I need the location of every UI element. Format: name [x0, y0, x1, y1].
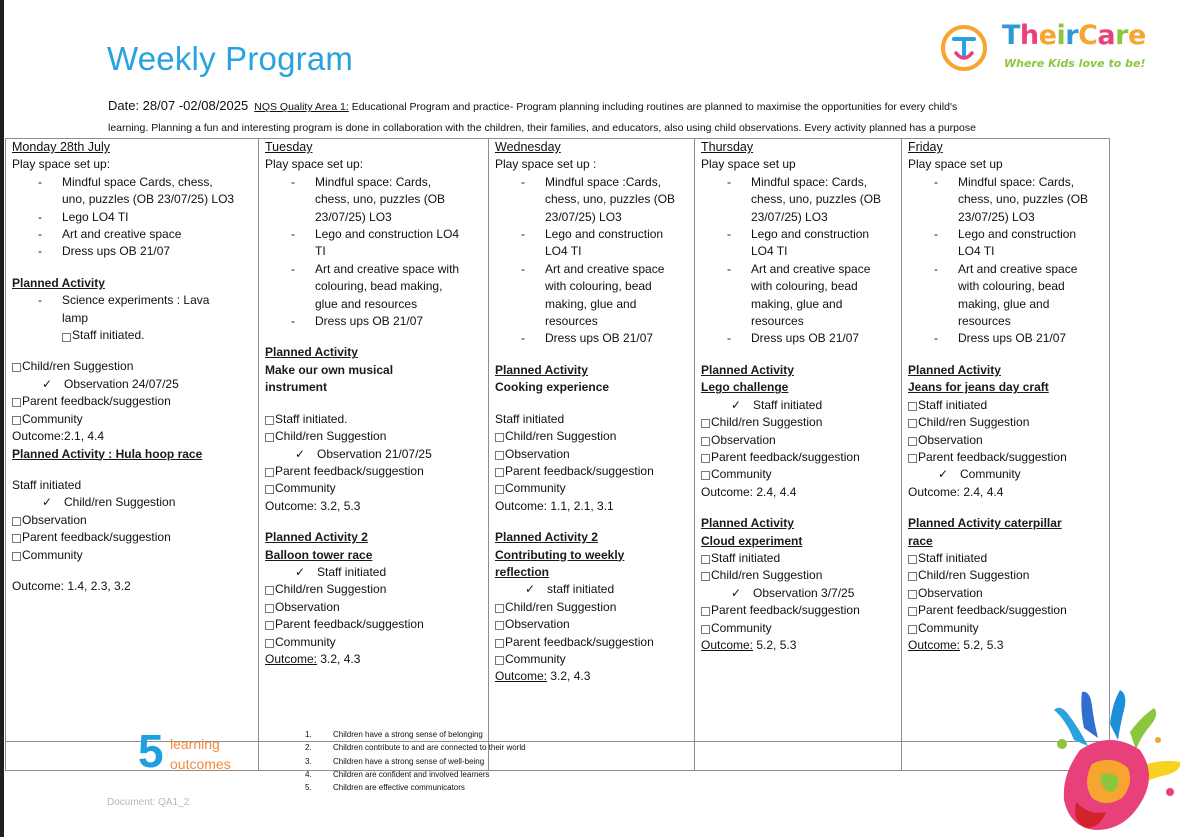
staff-initiated-text: Staff initiated — [12, 477, 82, 492]
planned-activity-heading: Planned Activity 2 — [495, 530, 598, 545]
checkbox-row: Parent feedback/suggestion — [701, 449, 897, 466]
outcome-text: Outcome: 1.1, 2.1, 3.1 — [495, 498, 614, 513]
checkbox-row: Child/ren Suggestion — [495, 599, 690, 616]
setup-list — [265, 174, 484, 331]
day-heading: Monday 28th July — [12, 140, 110, 154]
outcome-text: Outcome: 1.4, 2.3, 3.2 — [12, 578, 131, 593]
activity-title: Balloon tower race — [265, 547, 373, 562]
list-item: - Dress ups OB 21/07 — [12, 243, 254, 260]
checkbox-row — [12, 327, 254, 344]
checkbox-row: Community — [701, 620, 897, 637]
checkmark-icon: ✓ — [525, 582, 536, 597]
nqs-label: NQS Quality Area 1: — [254, 101, 349, 113]
checkbox-row: Community — [495, 480, 690, 497]
checkmark-icon: ✓ — [295, 564, 306, 579]
list-item: 3. Children have a strong sense of well-being — [305, 756, 485, 766]
list-item: 1. Children have a strong sense of belonging — [305, 730, 483, 739]
checked-row: ✓ Observation 21/07/25 — [265, 446, 484, 463]
planned-activity-heading: Planned Activity — [908, 362, 1001, 377]
painted-handprint-icon — [1040, 680, 1200, 837]
setup-list — [495, 174, 690, 348]
list-item: - Mindful space: Cards, chess, uno, puzzles (OB 23/07/25) LO3 — [908, 174, 1105, 226]
list-item: - Mindful space :Cards, chess, uno, puzzles (OB 23/07/25) LO3 — [495, 174, 690, 226]
activity-title: Contributing to weekly reflection — [495, 547, 625, 579]
checkbox-row: Parent feedback/suggestion — [12, 529, 254, 546]
planned-activity-heading: Planned Activity 2 — [265, 530, 368, 545]
list-item: - Dress ups OB 21/07 — [701, 330, 897, 347]
outcome-text: Outcome: 2.4, 4.4 — [908, 484, 1004, 499]
setup-list — [12, 174, 254, 261]
activity-title: Make our own musical instrument — [265, 362, 394, 395]
checkbox-row: Community — [908, 620, 1105, 637]
checked-row: ✓ Staff initiated — [265, 564, 484, 581]
five-numeral: 5 — [138, 725, 164, 777]
checked-row: ✓ Child/ren Suggestion — [12, 494, 254, 511]
checkbox-row: Community — [12, 547, 254, 564]
day-heading: Wednesday — [495, 140, 561, 154]
activity-title: Lego challenge — [701, 380, 789, 395]
list-item: - Art and creative space — [12, 226, 254, 243]
list-item: - Dress ups OB 21/07 — [908, 330, 1105, 347]
logo-letter: r — [1065, 20, 1079, 51]
checkbox-row: Child/ren Suggestion — [908, 414, 1105, 431]
theircare-logo-icon — [938, 22, 994, 78]
checkbox-row: Staff initiated — [908, 550, 1105, 567]
checkbox-row: Staff initiated — [908, 397, 1105, 414]
checkbox-row: Parent feedback/suggestion — [495, 463, 690, 480]
checkbox-row: Staff initiated. — [265, 411, 484, 428]
day-heading: Thursday — [701, 140, 754, 154]
outcome-text: Outcome: 5.2, 5.3 — [701, 637, 797, 652]
outcome-text: Outcome: 3.2, 4.3 — [495, 669, 591, 684]
outcome-text: Outcome: 3.2, 5.3 — [265, 498, 361, 513]
list-item: - Art and creative space with colouring, bead making, glue and resources — [265, 261, 484, 313]
logo-letter: h — [1019, 20, 1039, 51]
checkbox-row: Child/ren Suggestion — [701, 414, 897, 431]
list-item: 4. Children are confident and involved learners — [305, 769, 490, 779]
checkmark-icon: ✓ — [731, 585, 742, 600]
checkbox-row: Child/ren Suggestion — [12, 358, 254, 375]
checkbox-row: Observation — [908, 585, 1105, 602]
planned-activity-heading: Planned Activity — [265, 345, 358, 360]
setup-label: Play space set up — [908, 157, 1003, 172]
planned-activity-heading: Planned Activity caterpillar — [908, 516, 1062, 531]
list-item: - Mindful space Cards, chess, uno, puzzles (OB 23/07/25) LO3 — [12, 174, 254, 209]
checked-row: ✓ Staff initiated — [701, 397, 897, 414]
checkbox-row: Parent feedback/suggestion — [495, 634, 690, 651]
checkbox-row: Community — [12, 411, 254, 428]
day-column-wednesday — [489, 139, 695, 742]
list-item: - Art and creative space with colouring, bead making, glue and resources — [701, 261, 897, 331]
planned-activity-heading: Planned Activity — [12, 275, 105, 290]
list-item: 5. Children are effective communicators — [305, 783, 465, 793]
learning-label: learning — [170, 736, 220, 752]
checkbox-row: Parent feedback/suggestion — [908, 449, 1105, 466]
checkbox-row: Community — [265, 480, 484, 497]
list-item: - Lego and construction LO4 TI — [265, 226, 484, 261]
list-item: - Art and creative space with colouring, bead making, glue and resources — [495, 261, 690, 331]
logo-wordmark — [1002, 20, 1146, 51]
list-item: - Lego and construction LO4 TI — [701, 226, 897, 261]
checkbox-row: Parent feedback/suggestion — [701, 602, 897, 619]
day-heading: Tuesday — [265, 140, 313, 154]
checkbox-row: Observation — [908, 432, 1105, 449]
day-column-monday — [6, 139, 259, 742]
planned-activity-heading: Planned Activity — [701, 362, 794, 377]
day-column-tuesday — [259, 139, 489, 742]
checkbox-row: Child/ren Suggestion — [495, 428, 690, 445]
logo-letter: e — [1038, 20, 1057, 51]
checkbox-row: Observation — [265, 599, 484, 616]
header-line-2: learning. Planning a fun and interesting program is done in collaboration with the children, their families, and educators, also using child observations. Every activity planned has a purpose — [108, 122, 976, 134]
nqs-text-1: Educational Program and practice- Program planning including routines are planned to maximise the opportunities for every child's — [348, 101, 958, 113]
list-item: - Art and creative space with colouring, bead making, glue and resources — [908, 261, 1105, 331]
logo-tagline: Where Kids love to be! — [1004, 57, 1146, 70]
setup-list — [701, 174, 897, 348]
planned-activity-heading: Planned Activity — [495, 362, 588, 377]
date-range: Date: 28/07 -02/08/2025 — [108, 98, 249, 113]
outcome-text: Outcome: 3.2, 4.3 — [265, 651, 361, 666]
list-item: - Science experiments : Lava lamp — [12, 292, 254, 327]
logo-letter: a — [1097, 20, 1116, 51]
checkbox-row: Child/ren Suggestion — [908, 567, 1105, 584]
logo-letter: r — [1115, 20, 1128, 51]
checkbox-row: Child/ren Suggestion — [265, 581, 484, 598]
checkbox-row: Parent feedback/suggestion — [265, 463, 484, 480]
program-header — [108, 95, 1108, 139]
staff-initiated-checkbox: Staff initiated. — [62, 328, 145, 342]
logo-letter: C — [1078, 20, 1098, 51]
checkmark-icon: ✓ — [42, 376, 53, 391]
list-item: - Lego and construction LO4 TI — [908, 226, 1105, 261]
list-item: - Dress ups OB 21/07 — [265, 313, 484, 330]
list-item: - Lego LO4 TI — [12, 209, 254, 226]
setup-label: Play space set up — [701, 157, 796, 172]
footer-cell — [695, 742, 902, 771]
planned-activity-heading: Planned Activity : Hula hoop race — [12, 446, 203, 461]
checkbox-row: Parent feedback/suggestion — [908, 602, 1105, 619]
checkbox-row: Child/ren Suggestion — [265, 428, 484, 445]
document-reference: Document: QA1_2 — [107, 797, 190, 808]
checkbox-row: Community — [495, 651, 690, 668]
list-item: - Dress ups OB 21/07 — [495, 330, 690, 347]
checkmark-icon: ✓ — [731, 397, 742, 412]
logo-letter: e — [1127, 20, 1146, 51]
setup-label: Play space set up: — [12, 157, 111, 172]
checkbox-row: Observation — [701, 432, 897, 449]
list-item: - Lego and construction LO4 TI — [495, 226, 690, 261]
setup-list — [908, 174, 1105, 348]
day-column-thursday — [695, 139, 902, 742]
activity-list — [12, 292, 254, 327]
checkbox-row: Observation — [12, 512, 254, 529]
logo-letter: i — [1056, 20, 1066, 51]
checkbox-row: Community — [265, 634, 484, 651]
list-item: - Mindful space: Cards, chess, uno, puzzles (OB 23/07/25) LO3 — [701, 174, 897, 226]
checked-row: ✓ Observation 3/7/25 — [701, 585, 897, 602]
checkmark-icon: ✓ — [295, 446, 306, 461]
checkbox-row: Parent feedback/suggestion — [12, 393, 254, 410]
five-learning-outcomes-badge — [138, 725, 258, 780]
header-line-1 — [108, 95, 1108, 118]
checkbox-row: Child/ren Suggestion — [701, 567, 897, 584]
checkmark-icon: ✓ — [42, 495, 53, 510]
list-item: 2. Children contribute to and are connected to their world — [305, 743, 526, 753]
checkbox-row: Observation — [495, 446, 690, 463]
outcome-text: Outcome: 2.4, 4.4 — [701, 484, 797, 499]
staff-initiated-text: Staff initiated — [495, 411, 565, 426]
logo-letter: T — [1002, 20, 1020, 51]
list-item: - Mindful space: Cards, chess, uno, puzzles (OB 23/07/25) LO3 — [265, 174, 484, 226]
activity-title: Jeans for jeans day craft — [908, 380, 1049, 395]
checkbox-row: Staff initiated — [701, 550, 897, 567]
outcome-text: Outcome: 5.2, 5.3 — [908, 637, 1004, 652]
checked-row: ✓ staff initiated — [495, 581, 690, 598]
checkmark-icon: ✓ — [938, 467, 949, 482]
day-heading: Friday — [908, 140, 943, 154]
outcomes-label: outcomes — [170, 756, 231, 772]
activity-title: race — [908, 533, 933, 548]
checked-row: ✓ Observation 24/07/25 — [12, 376, 254, 393]
weekly-program-table — [5, 138, 1110, 771]
checkbox-row: Community — [701, 466, 897, 483]
setup-label: Play space set up : — [495, 157, 597, 172]
checked-row: ✓ Community — [908, 466, 1105, 483]
day-column-friday — [902, 139, 1110, 742]
planned-activity-heading: Planned Activity — [701, 516, 794, 531]
checkbox-row: Observation — [495, 616, 690, 633]
theircare-logo — [938, 20, 1168, 80]
page-edge — [0, 0, 4, 837]
activity-title: Cooking experience — [495, 380, 610, 395]
page-title: Weekly Program — [107, 40, 354, 77]
activity-title: Cloud experiment — [701, 533, 803, 548]
outcome-text: Outcome:2.1, 4.4 — [12, 429, 105, 444]
checkbox-row: Parent feedback/suggestion — [265, 616, 484, 633]
setup-label: Play space set up: — [265, 157, 364, 172]
learning-outcomes-list — [305, 728, 526, 794]
